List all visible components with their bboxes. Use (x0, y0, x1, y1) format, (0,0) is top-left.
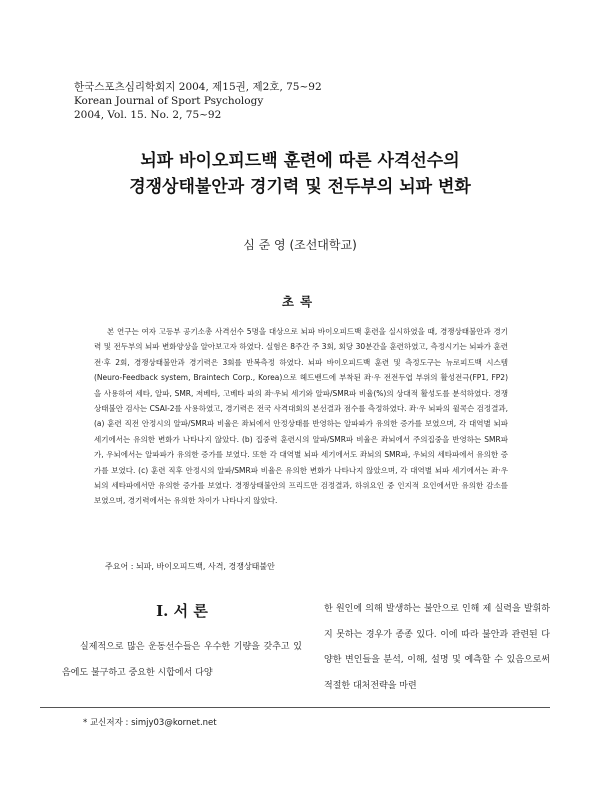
abstract-paragraph: 본 연구는 여자 고등부 공기소총 사격선수 5명을 대상으로 뇌파 바이오피드백 훈련을 실시하였을 때, 경쟁상태불안과 경기력 및 전두부의 뇌파 변화양상을 알아보고자 하였다. 실험은 8주간 주 3회, 회당 30분간을 훈련하였고, 측정시기는 뇌파가 훈련 전·후 2회, 경쟁상태불안과 경기력은 3회를 반복측정 하였다. 뇌파 바이오피드백 훈련 및 측정도구는 뉴로피드백 시스템(Neuro-Feedback system, Braintech Corp., Korea)으로 헤드밴드에 부착된 좌·우 전전두엽 부위의 활성전극(FP1, FP2)을 사용하여 세타, 알파, SMR, 저베타, 고베타 파의 좌·우뇌 세기와 알파/SMR파 비율(%)의 상대적 활성도를 분석하였다. 경쟁상태불안 검사는 CSAI-2를 사용하였고, 경기력은 전국 사격대회의 본선결과 점수를 측정하였다. 좌·우 뇌파의 윌콕슨 검정결과, (a) 훈련 직전 안정시의 알파/SMR파 비율은 좌뇌에서 안정상태를 반영하는 알파파가 유의한 증가를 보였으며, 각 대역별 뇌파 세기에서는 유의한 변화가 나타나지 않았다. (b) 집중력 훈련시의 알파/SMR파 비율은 좌뇌에서 주의집중을 반영하는 SMR파가, 우뇌에서는 알파파가 유의한 증가를 보였다. 또한 각 대역별 뇌파 세기에서도 좌뇌의 SMR파, 우뇌의 세타파에서 유의한 증가를 보였다. (c) 훈련 직후 안정시의 알파/SMR파 비율은 유의한 변화가 나타나지 않았으며, 각 대역별 뇌파 세기에서는 좌·우뇌의 세타파에서만 유의한 증가를 보였다. 경쟁상태불안의 프리드만 검정결과, 하위요인 중 인지적 요인에서만 유의한 감소를 보였으며, 경기력에서는 유의한 차이가 나타나지 않았다. (94, 327, 508, 506)
author-affiliation: 심 준 영 (조선대학교) (243, 238, 357, 252)
section-heading-introduction: I. 서 론 (156, 602, 208, 620)
introduction-left-column (62, 600, 302, 686)
journal-name-english: Korean Journal of Sport Psychology (74, 95, 264, 107)
journal-volume-info: 2004, Vol. 15. No. 2, 75~92 (74, 109, 222, 121)
abstract-body (94, 324, 508, 509)
footnote-divider (40, 707, 550, 708)
paper-title-line-1: 뇌파 바이오피드백 훈련에 따른 사격선수의 (140, 151, 460, 171)
paper-title (0, 148, 600, 200)
corresponding-author-footnote: * 교신저자 : simjy03@kornet.net (83, 718, 217, 728)
introduction-right-column (324, 597, 550, 699)
journal-citation-korean: 한국스포츠심리학회지 2004, 제15권, 제2호, 75~92 (74, 81, 322, 93)
abstract-heading: 초록 (281, 294, 319, 309)
introduction-text-right: 한 원인에 의해 발생하는 불안으로 인해 제 실력을 발휘하지 못하는 경우가 종종 있다. 이에 따라 불안과 관련된 다양한 변인들을 분석, 이해, 설명 및 예측할 수 있음으로써 적절한 대처전략을 마련 (324, 604, 550, 691)
keywords: 주요어 : 뇌파, 바이오피드백, 사격, 경쟁상태불안 (105, 562, 275, 571)
journal-citation (74, 80, 322, 122)
introduction-text-left: 실제적으로 많은 운동선수들은 우수한 기량을 갖추고 있음에도 불구하고 중요한 시합에서 다양 (62, 642, 302, 678)
paper-title-line-2: 경쟁상태불안과 경기력 및 전두부의 뇌파 변화 (129, 177, 471, 197)
